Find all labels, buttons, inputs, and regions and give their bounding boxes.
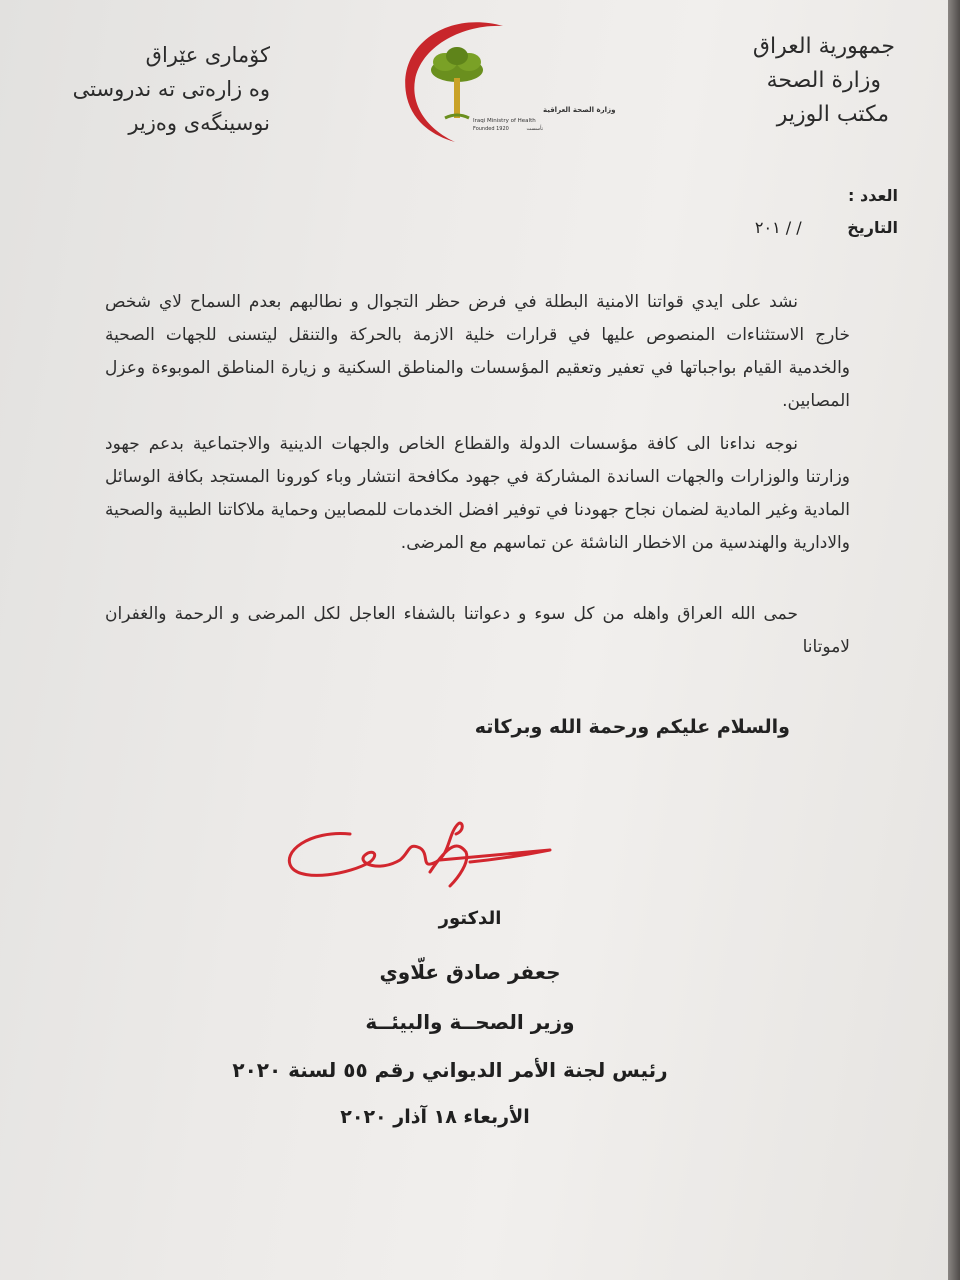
header-office: مكتب الوزير: [776, 102, 889, 127]
signer-role: وزير الصحــة والبيئــة: [365, 1010, 575, 1034]
signer-title: الدكتور: [438, 908, 502, 929]
signer-committee: رئيس لجنة الأمر الديواني رقم ٥٥ لسنة ٢٠٢٠: [232, 1058, 668, 1082]
header-arabic: [635, 30, 895, 132]
logo-name-ar: وزارة الصحة العراقية: [543, 106, 616, 114]
handwritten-signature: [280, 812, 560, 892]
header-kurdish-ministry: وه زارەتی تە ندروستی: [72, 77, 270, 101]
palm-tree-icon: [431, 47, 483, 118]
paragraph-prayer: حمى الله العراق واهله من كل سوء و دعواتنا بالشفاء العاجل لكل المرضى و الرحمة والغفران لاموتانا: [105, 604, 850, 657]
date-value: / / ٢٠١: [754, 218, 802, 237]
signature-date: الأربعاء ١٨ آذار ٢٠٢٠: [340, 1106, 530, 1128]
logo-founded-en: Founded 1920: [473, 126, 509, 132]
signer-name: جعفر صادق علّاوي: [379, 960, 561, 984]
header-ministry: وزارة الصحة: [766, 68, 881, 93]
ministry-logo: [385, 18, 616, 148]
date-label: التاريخ: [847, 218, 898, 237]
logo-founded-ar: تأسست: [526, 126, 543, 132]
header-kurdish-country: كۆماری عێراق: [145, 43, 270, 67]
closing-greeting: والسلام عليكم ورحمة الله وبركاته: [474, 716, 790, 738]
page-edge-shadow: [948, 0, 960, 1280]
paragraph-curfew: نشد على ايدي قواتنا الامنية البطلة في فرض حظر التجوال و نطالبهم بعدم السماح لاي شخص خارج الاستثناءات المنصوص عليها في قرارات خلية الازمة بالحركة والتنقل ليتسنى للجهات الصحية والخدمية القيام بواجباتها في تعفير وتعقيم المؤسسات والمناطق السكنية و زيارة المناطق الموبوءة وعزل المصابين.: [105, 292, 850, 411]
paragraph-appeal: نوجه نداءنا الى كافة مؤسسات الدولة والقطاع الخاص والجهات الدينية والاجتماعية بدعم جهود وزارتنا والوزارات والجهات الساندة المشاركة في جهود مكافحة انتشار وباء كورونا المستجد بكافة الوسائل المادية وغير المادية لضمان نجاح جهودنا في توفير افضل الخدمات للمصابين وحماية ملاكاتنا الطبية والصحية والادارية والهندسية من الاخطار الناشئة عن تماسهم مع المرضى.: [105, 434, 850, 553]
reference-number-label: العدد :: [848, 186, 898, 205]
letter-date: [698, 218, 898, 237]
logo-name-en: Iraqi Ministry of Health: [473, 118, 536, 124]
header-kurdish: [40, 38, 270, 140]
reference-number: [678, 186, 898, 205]
header-country: جمهورية العراق: [752, 34, 895, 59]
header-kurdish-office: نوسینگەی وەزیر: [128, 111, 270, 135]
